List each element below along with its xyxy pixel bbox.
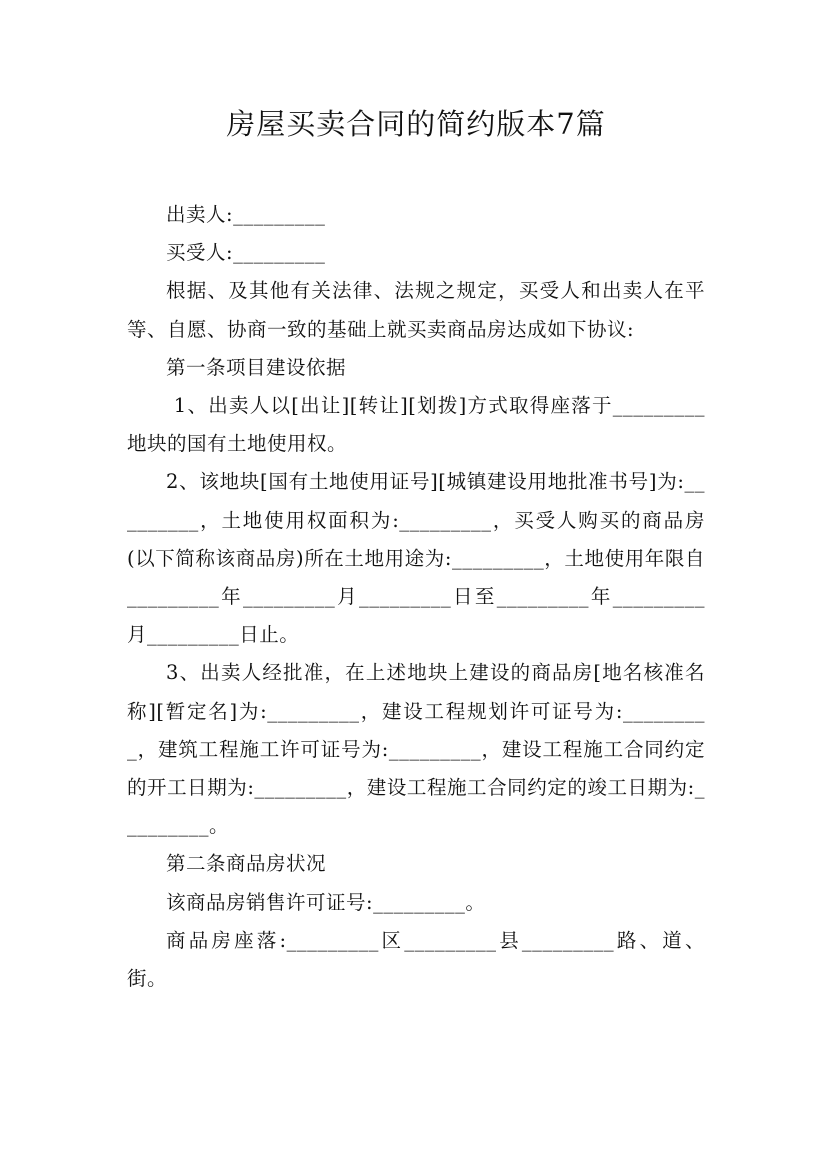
article-1-heading: 第一条项目建设依据 bbox=[166, 355, 347, 379]
preamble-paragraph: 根据、及其他有关法律、法规之规定，买受人和出卖人在平等、自愿、协商一致的基础上就买卖商品房达成如下协议: bbox=[127, 279, 705, 341]
article-2-heading: 第二条商品房状况 bbox=[166, 852, 327, 876]
article-1-clause-2: 2、该地块[国有土地使用证号][城镇建设用地批准书号]为:_________，土地使用权面积为:_________，买受人购买的商品房(以下简称该商品房)所在土地用途为:_________，土地使用年限自_________年_________月_________日至_________年_________月_________日止。 bbox=[127, 470, 705, 647]
sales-permit-line: 该商品房销售许可证号:_________。 bbox=[166, 890, 486, 914]
buyer-line: 买受人:_________ bbox=[166, 241, 326, 265]
seller-line: 出卖人:_________ bbox=[166, 203, 326, 226]
document-title: 房屋买卖合同的简约版本7篇 bbox=[226, 107, 606, 141]
document-body bbox=[127, 196, 705, 998]
article-1-clause-3: 3、出卖人经批准，在上述地块上建设的商品房[地名核准名称][暂定名]为:_________，建设工程规划许可证号为:_________，建筑工程施工许可证号为:_________，建设工程施工合同约定的开工日期为:_________，建设工程施工合同约定的竣工日期为:_________。 bbox=[127, 661, 705, 838]
property-location-line: 商品房座落:_________区_________县_________路、道、街。 bbox=[127, 928, 705, 991]
article-1-clause-1: 1、出卖人以[出让][转让][划拨]方式取得座落于_________地块的国有土地使用权。 bbox=[127, 394, 705, 456]
